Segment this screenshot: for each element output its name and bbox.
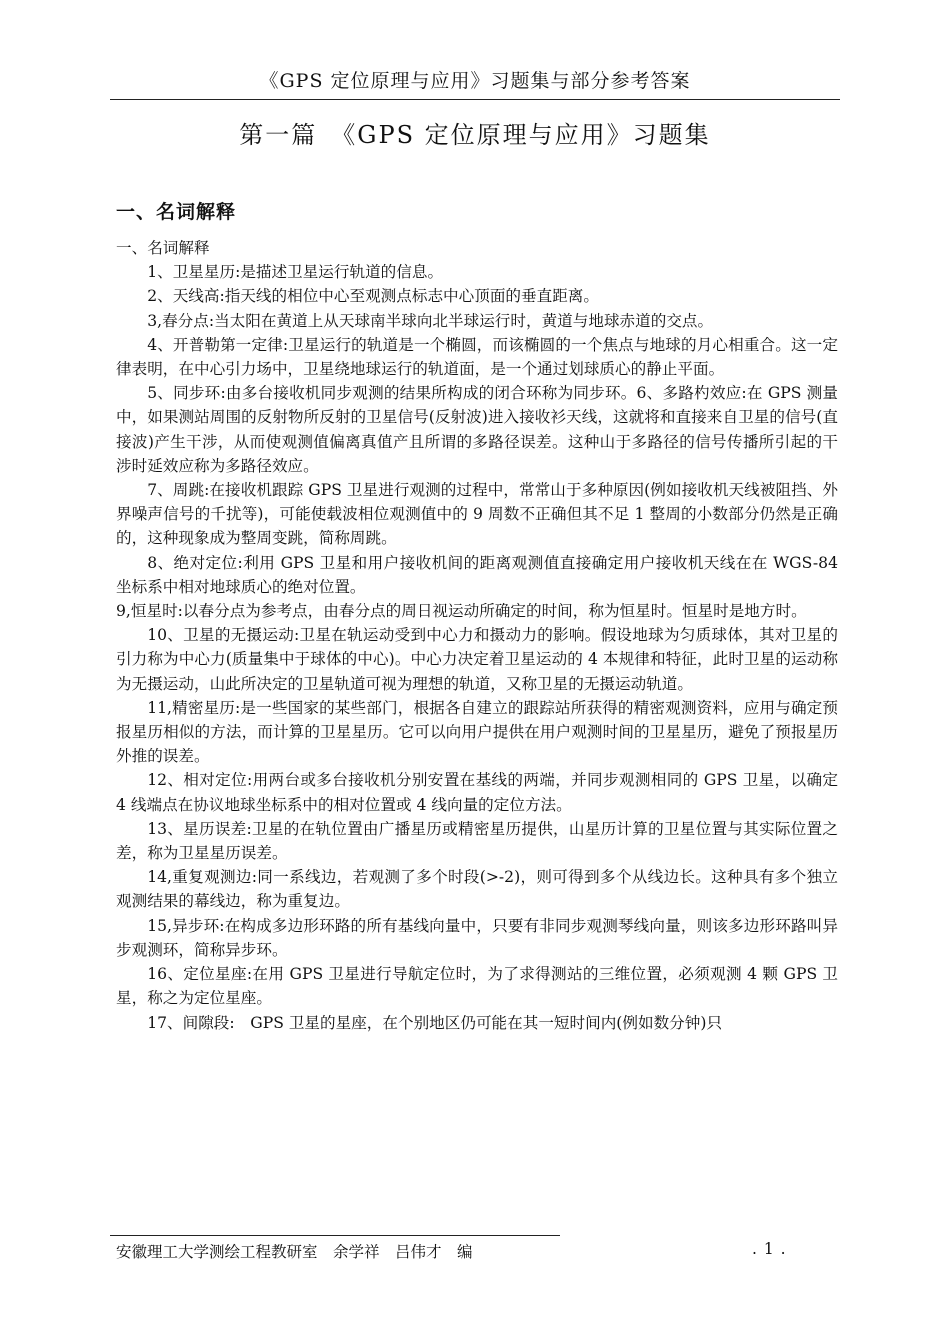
definition-paragraph: 7、周跳:在接收机跟踪 GPS 卫星进行观测的过程中，常常山于多种原因(例如接收机天线被阻挡、外界噪声信号的千扰等)，可能使载波相位观测值中的 9 周数不正确但其不足 1 整周的小数部分仍然是正确的，这种现象成为整周变跳，简称周跳。 [116, 481, 838, 548]
definition-paragraph: 3,春分点:当太阳在黄道上从天球南半球向北半球运行时，黄道与地球赤道的交点。 [147, 311, 714, 330]
definition-paragraph: 11,精密星历:是一些国家的某些部门，根据各自建立的跟踪站所获得的精密观测资料，应用与确定预报星历相似的方法，而计算的卫星星历。它可以向用户提供在用户观测时间的卫星星历，避免了预报星历外推的误差。 [116, 698, 838, 766]
document-body [116, 236, 838, 1035]
definition-paragraph: 2、天线高:指天线的相位中心至观测点标志中心顶面的垂直距离。 [147, 287, 599, 306]
definition-paragraph: 16、定位星座:在用 GPS 卫星进行导航定位时，为了求得测站的三维位置，必须观测 4 颗 GPS 卫星，称之为定位星座。 [116, 965, 838, 1008]
definition-paragraph: 17、间隙段: GPS 卫星的星座，在个别地区仍可能在其一短时间内(例如数分钟)只 [147, 1013, 723, 1032]
subheading: 一、名词解释 [116, 239, 210, 257]
running-header: 《GPS 定位原理与应用》习题集与部分参考答案 [259, 70, 691, 92]
definition-paragraph: 9,恒星时:以春分点为参考点，由春分点的周日视运动所确定的时间，称为恒星时。恒星时是地方时。 [116, 602, 807, 621]
footer-divider [110, 1235, 560, 1236]
definition-paragraph: 12、相对定位:用两台或多台接收机分别安置在基线的两端，并同步观测相同的 GPS 卫星，以确定 4 线端点在协议地球坐标系中的相对位置或 4 线向量的定位方法。 [116, 771, 838, 814]
header-divider [110, 99, 840, 100]
part-title: 第一篇 《GPS 定位原理与应用》习题集 [239, 121, 711, 149]
definition-paragraph: 10、卫星的无摄运动:卫星在轨运动受到中心力和摄动力的影响。假设地球为匀质球体，其对卫星的引力称为中心力(质量集中于球体的中心)。中心力决定着卫星运动的 4 本规律和特征，此时卫星的运动称为无摄运动，山此所决定的卫星轨道可视为理想的轨道，又称卫星的无摄运动轨道。 [116, 626, 838, 693]
definition-paragraph: 13、星历误差:卫星的在轨位置由广播星历或精密星历提供，山星历计算的卫星位置与其实际位置之差，称为卫星星历误差。 [116, 819, 838, 863]
definition-paragraph: 1、卫星星历:是描述卫星运行轨道的信息。 [147, 263, 444, 282]
definition-paragraph: 5、同步环:由多台接收机同步观测的结果所构成的闭合环称为同步环。6、多路杓效应:在 GPS 测量中，如果测站周围的反射物所反射的卫星信号(反射波)进入接收衫天线，这就将和直接来自卫星的信号(直接波)产生干涉，从而使观测值偏离真值产且所谓的多路径误差。这种山于多路径的信号传播所引起的干涉时延效应称为多路径效应。 [116, 384, 838, 475]
definition-paragraph: 15,异步环:在构成多边形环路的所有基线向量中，只要有非同步观测琴线向量，则该多边形环路叫异步观测环，简称异步环。 [116, 916, 838, 959]
definition-paragraph: 14,重复观测边:同一系线边，若观测了多个时段(>-2)，则可得到多个从线边长。这种具有多个独立观测结果的幕线边，称为重复边。 [116, 868, 838, 911]
footer-credits: 安徽理工大学测绘工程教研室 余学祥 吕伟才 编 [116, 1243, 473, 1261]
definition-paragraph: 8、绝对定位:利用 GPS 卫星和用户接收机间的距离观测值直接确定用户接收机天线在在 WGS-84 坐标系中相对地球质心的绝对位置。 [116, 553, 838, 596]
section-heading: 一、名词解释 [116, 201, 237, 223]
page-number: . 1 . [752, 1240, 787, 1258]
definition-paragraph: 4、开普勒第一定律:卫星运行的轨道是一个椭圆，而该椭圆的一个焦点与地球的月心相重合。这一定律表明，在中心引力场中，卫星绕地球运行的轨道面，是一个通过划球质心的静止平面。 [116, 335, 838, 379]
